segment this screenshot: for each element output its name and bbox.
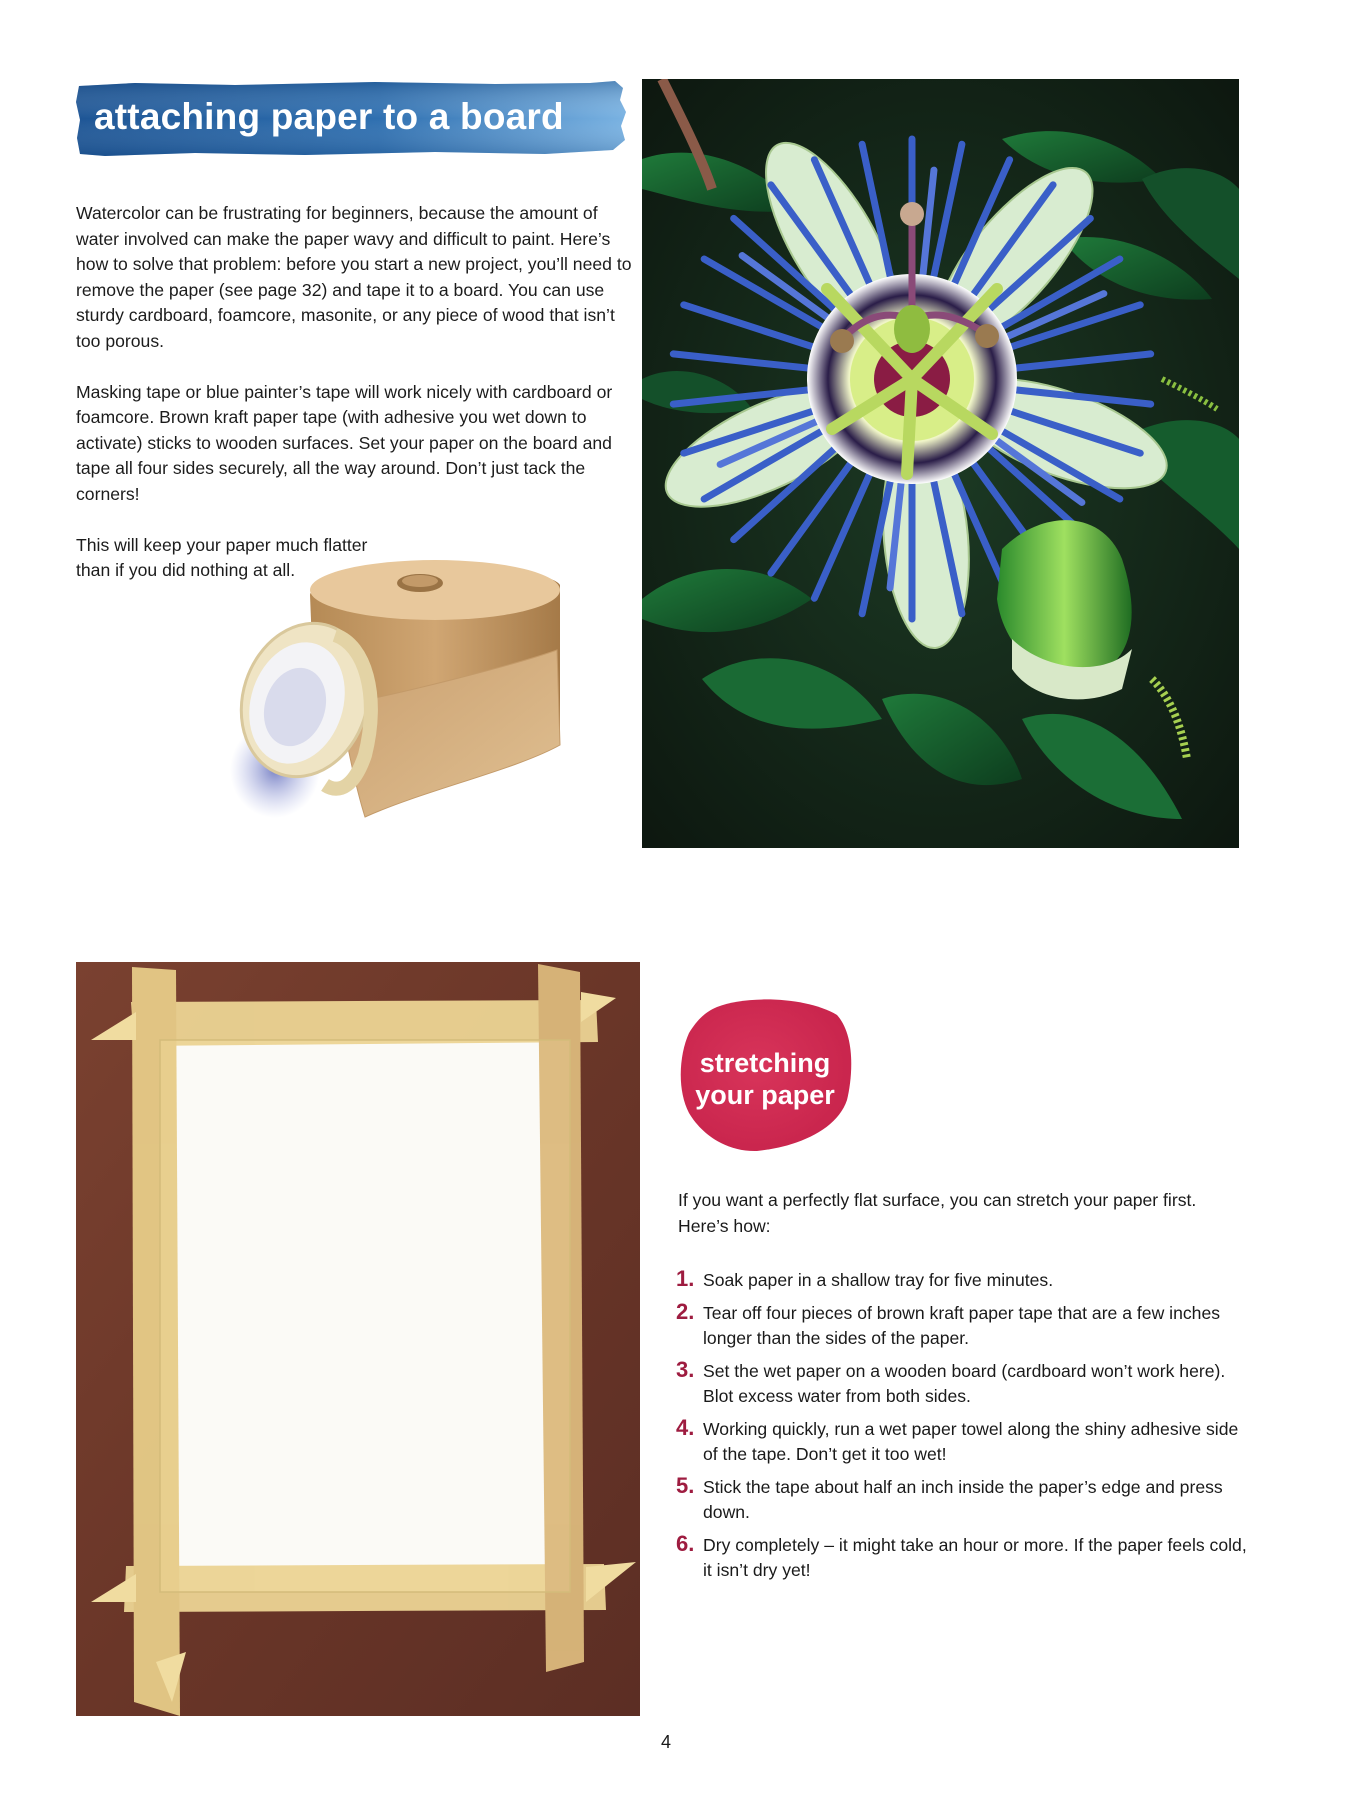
section-intro: If you want a perfectly flat surface, you can stretch your paper first. Here’s how: [678,1190,1197,1236]
list-item [676,1301,1256,1351]
section-title-line2: your paper [695,1080,835,1110]
tape-rolls-illustration [215,555,635,855]
step-text: Dry completely – it might take an hour or more. If the paper feels cold, it isn’t dry yet! [703,1535,1247,1580]
step-number: 4. [676,1415,695,1440]
section-title-blob [677,995,853,1153]
paragraph: This will keep your paper much flatter than if you did nothing at all. [76,534,368,580]
step-number: 3. [676,1357,695,1382]
step-text: Soak paper in a shallow tray for five minutes. [703,1270,1054,1290]
step-text: Set the wet paper on a wooden board (cardboard won’t work here). Blot excess water from both sides. [703,1361,1226,1406]
list-item [676,1475,1256,1525]
step-text: Tear off four pieces of brown kraft paper tape that are a few inches longer than the sides of the paper. [703,1303,1221,1348]
paragraph: Watercolor can be frustrating for beginners, because the amount of water involved can make the paper wavy and difficult to paint. Here’s how to solve that problem: before you start a new project, you’ll need to remove the paper (see page 32) and tape it to a board. You can use sturdy cardboard, foamcore, masonite, or any piece of wood that isn’t too porous. [76,203,632,351]
taped-paper-on-board-painting [76,962,640,1716]
section-title: attaching paper to a board [94,96,564,137]
list-item [676,1417,1256,1467]
steps-list [676,1268,1256,1591]
section-title-line1: stretching [699,1048,831,1078]
step-text: Working quickly, run a wet paper towel along the shiny adhesive side of the tape. Don’t get it too wet! [703,1419,1239,1464]
list-item [676,1533,1256,1583]
step-text: Stick the tape about half an inch inside the paper’s edge and press down. [703,1477,1223,1522]
step-number: 5. [676,1473,695,1498]
section-body [76,201,636,609]
passion-flower-painting [642,79,1239,848]
section-title-banner [75,80,627,158]
paragraph: Masking tape or blue painter’s tape will work nicely with cardboard or foamcore. Brown kraft paper tape (with adhesive you wet down to activate) sticks to wooden surfaces. Set your paper on the board and tape all four sides securely, all the way around. Don’t just tack the corners! [76,381,613,504]
step-number: 6. [676,1531,695,1556]
page-number: 4 [660,1732,671,1752]
list-item [676,1268,1256,1293]
step-number: 2. [676,1299,695,1324]
list-item [676,1359,1256,1409]
step-number: 1. [676,1266,695,1291]
